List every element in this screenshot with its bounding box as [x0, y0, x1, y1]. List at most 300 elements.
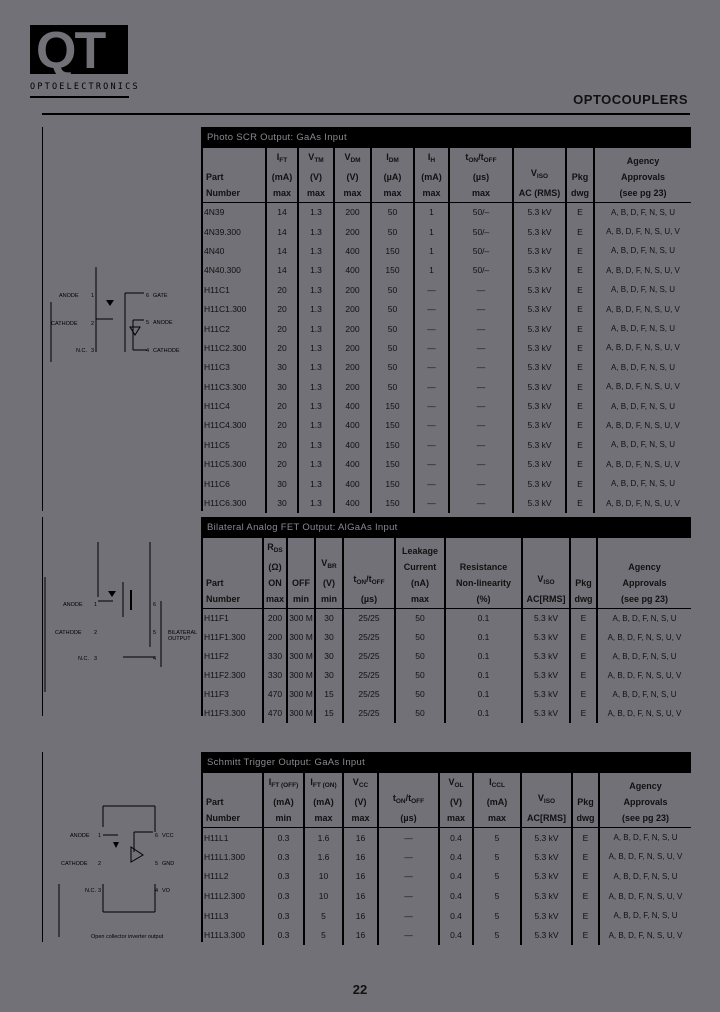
table-cell: E — [566, 416, 594, 435]
header-text: Number — [206, 594, 241, 604]
header-line — [372, 185, 413, 201]
agency-approvals: A, B, D, F, N, S, U — [597, 609, 691, 628]
header-line — [264, 794, 303, 810]
schematic-panel — [43, 752, 203, 942]
header-line — [450, 185, 512, 201]
header-line — [379, 810, 438, 826]
header-line — [206, 810, 262, 826]
table-row — [201, 222, 691, 241]
header-text: V — [537, 793, 544, 803]
pin-number: 4 — [155, 888, 159, 894]
header-text: V — [537, 574, 544, 584]
pin-number: 3 — [94, 656, 98, 662]
table-cell: 5 — [473, 828, 521, 848]
table-row — [201, 847, 691, 867]
agency-approvals: A, B, D, F, N, S, U — [594, 474, 691, 493]
table-cell: 5.3 kV — [513, 377, 566, 396]
table-cell: 5.3 kV — [513, 280, 566, 299]
section-title: Photo SCR Output: GaAs Input — [201, 127, 691, 148]
table-cell: 16 — [343, 886, 378, 906]
photo-scr-schematic — [43, 127, 201, 511]
table-cell: 50 — [395, 666, 445, 685]
header-line — [595, 153, 691, 169]
table-cell: E — [566, 396, 594, 415]
table-cell: E — [570, 666, 597, 685]
table-cell: 5 — [473, 886, 521, 906]
table-row — [201, 396, 691, 415]
column-header — [594, 148, 691, 203]
table-cell: 0.4 — [439, 886, 473, 906]
header-line — [344, 571, 394, 591]
table-cell: 1.3 — [298, 435, 334, 454]
column-header — [201, 773, 263, 828]
table-cell: 14 — [266, 203, 298, 222]
table-cell: E — [566, 319, 594, 338]
column-header — [449, 148, 513, 203]
table-cell: 470 — [263, 704, 287, 723]
table-row — [201, 474, 691, 493]
column-header — [334, 148, 371, 203]
table-row — [201, 280, 691, 299]
header-text: min — [292, 594, 309, 604]
table-cell: 5.3 kV — [522, 704, 570, 723]
table-cell: 16 — [343, 867, 378, 887]
table-cell: E — [566, 222, 594, 241]
table-cell: 1.6 — [304, 828, 343, 848]
table-cell: 50 — [395, 647, 445, 666]
table-cell: 15 — [315, 685, 343, 704]
table-cell: 50 — [371, 280, 414, 299]
table-row — [201, 886, 691, 906]
table-cell: 16 — [343, 906, 378, 926]
header-text: Part — [206, 578, 224, 588]
pin-label: GATE — [153, 293, 168, 299]
part-number: H11F2 — [204, 651, 229, 661]
part-number: H11F3 — [204, 689, 229, 699]
pin-number: 6 — [146, 293, 150, 299]
part-number: H11F3.300 — [204, 708, 246, 718]
header-text: I — [268, 777, 272, 787]
pin-label: ANODE — [153, 320, 173, 326]
column-header — [439, 773, 473, 828]
table-cell: 1.3 — [298, 299, 334, 318]
table-cell: — — [414, 338, 449, 357]
table-cell: 5.3 kV — [521, 906, 572, 926]
table-cell: 470 — [263, 685, 287, 704]
column-header — [371, 148, 414, 203]
header-line — [440, 794, 472, 810]
table-cell: — — [414, 319, 449, 338]
table-cell: 150 — [371, 455, 414, 474]
header-text: (µA) — [383, 172, 402, 182]
header-subscript: DM — [388, 157, 399, 164]
header-text: OFF — [292, 578, 310, 588]
header-text: Pkg — [575, 578, 592, 588]
column-header — [599, 773, 691, 828]
header-text: I — [310, 777, 313, 787]
table-cell: E — [566, 358, 594, 377]
column-header — [266, 148, 298, 203]
header-text: max — [343, 188, 362, 198]
header-text: dwg — [571, 188, 589, 198]
header-subscript: TM — [314, 157, 324, 164]
header-line — [567, 185, 593, 201]
table-cell: 50/– — [449, 261, 513, 280]
table-cell: 150 — [371, 435, 414, 454]
table-cell: — — [414, 299, 449, 318]
column-header — [570, 538, 597, 609]
table-cell: — — [449, 358, 513, 377]
table-row — [201, 416, 691, 435]
table-cell: 16 — [343, 847, 378, 867]
agency-approvals: A, B, D, F, N, S, U — [594, 203, 691, 222]
section-photo-scr — [42, 127, 691, 511]
table-cell: 1 — [414, 203, 449, 222]
header-text: (Ω) — [268, 562, 282, 572]
header-subscript: ISO — [543, 798, 556, 805]
header-text: (µs) — [472, 172, 490, 182]
table-cell: 200 — [334, 280, 371, 299]
table-cell: — — [449, 319, 513, 338]
table-cell: 200 — [263, 628, 287, 647]
table-cell: 200 — [334, 222, 371, 241]
table-cell: 400 — [334, 493, 371, 512]
table-cell: 400 — [334, 474, 371, 493]
header-text: (nA) — [411, 578, 429, 588]
table-cell: 20 — [266, 435, 298, 454]
header-line — [316, 591, 342, 607]
column-header — [572, 773, 599, 828]
header-line — [595, 169, 691, 185]
header-line — [514, 165, 565, 185]
schematic-panel — [43, 127, 203, 511]
header-text: dwg — [574, 594, 593, 604]
header-text: Part — [206, 172, 224, 182]
header-line — [474, 794, 520, 810]
header-text: max — [383, 188, 402, 198]
agency-approvals: A, B, D, F, N, S, U — [594, 358, 691, 377]
header-line — [598, 559, 691, 575]
company-logo — [30, 22, 149, 103]
table-cell: 5.3 kV — [521, 886, 572, 906]
table-cell: 400 — [334, 435, 371, 454]
pin-label: VCC — [162, 833, 174, 839]
header-subscript: DM — [350, 157, 361, 164]
pin-label: CATHODE — [61, 861, 88, 867]
header-text: AC[RMS] — [527, 813, 566, 823]
table-cell: 1.3 — [298, 261, 334, 280]
header-text: V — [344, 152, 351, 162]
header-line — [305, 810, 342, 826]
table-row — [201, 925, 691, 945]
header-text: (V) — [450, 797, 462, 807]
pin-label: CATHODE — [55, 630, 82, 636]
agency-approvals: A, B, D, F, N, S, U, V — [599, 925, 691, 945]
table-cell: 16 — [343, 828, 378, 848]
agency-approvals: A, B, D, F, N, S, U — [594, 396, 691, 415]
table-cell: 50 — [395, 609, 445, 628]
header-text: Number — [206, 188, 241, 198]
header-text: (see pg 23) — [620, 594, 669, 604]
header-line — [305, 794, 342, 810]
table-row — [201, 628, 691, 647]
table-cell: — — [414, 435, 449, 454]
table-cell: E — [572, 867, 599, 887]
table-cell: 5 — [473, 847, 521, 867]
part-number: H11L3.300 — [204, 930, 245, 941]
logo-mark — [30, 22, 128, 80]
header-text: AC[RMS] — [526, 594, 566, 604]
table-cell: E — [572, 925, 599, 945]
section-title: Bilateral Analog FET Output: AlGaAs Input — [201, 517, 691, 538]
table-cell: 50 — [371, 299, 414, 318]
schematic-caption: Open collector inverter output — [91, 934, 164, 940]
table-cell: E — [566, 338, 594, 357]
column-header — [263, 773, 304, 828]
agency-approvals: A, B, D, F, N, S, U, V — [594, 299, 691, 318]
header-text: max — [272, 188, 291, 198]
header-line — [379, 790, 438, 810]
agency-approvals: A, B, D, F, N, S, U — [599, 828, 691, 848]
header-text: max — [314, 813, 333, 823]
header-text: I — [386, 152, 389, 162]
table-cell: 25/25 — [343, 666, 395, 685]
table-cell: 150 — [371, 474, 414, 493]
table-cell: 200 — [334, 377, 371, 396]
header-line — [264, 810, 303, 826]
photo-scr-table — [201, 148, 691, 513]
table-cell: 400 — [334, 455, 371, 474]
part-number: 4N39 — [204, 207, 225, 218]
table-row — [201, 609, 691, 628]
table-cell: E — [566, 493, 594, 512]
pin-label: N.C. — [76, 348, 87, 354]
table-cell: 10 — [304, 886, 343, 906]
table-cell: 150 — [371, 493, 414, 512]
pin-label: CATHODE — [153, 348, 180, 354]
header-text: (µs) — [360, 594, 378, 604]
table-row — [201, 338, 691, 357]
part-number: H11C4.300 — [204, 420, 247, 431]
header-text: (mA) — [313, 797, 334, 807]
header-line — [600, 794, 691, 810]
logo-underline — [30, 96, 129, 98]
header-line — [474, 810, 520, 826]
table-cell: 25/25 — [343, 647, 395, 666]
table-cell: 50 — [371, 338, 414, 357]
table-cell: 150 — [371, 416, 414, 435]
agency-approvals: A, B, D, F, N, S, U — [594, 241, 691, 260]
table-cell: — — [449, 338, 513, 357]
header-line — [335, 149, 370, 169]
table-cell: 25/25 — [343, 628, 395, 647]
table-cell: 1.3 — [298, 319, 334, 338]
table-cell: E — [570, 628, 597, 647]
header-text: dwg — [576, 813, 595, 823]
header-text: V — [308, 152, 315, 162]
pin-label: GND — [162, 861, 175, 867]
table-cell: E — [572, 847, 599, 867]
table-cell: — — [449, 474, 513, 493]
column-header — [513, 148, 566, 203]
table-cell: 30 — [266, 493, 298, 512]
table-cell: 150 — [371, 261, 414, 280]
pin-number: 6 — [155, 833, 159, 839]
table-cell: — — [449, 396, 513, 415]
table-cell: E — [566, 261, 594, 280]
part-number: H11C2.300 — [204, 342, 247, 353]
agency-approvals: A, B, D, F, N, S, U, V — [597, 704, 691, 723]
header-line — [372, 149, 413, 169]
table-cell: 5.3 kV — [513, 299, 566, 318]
table-cell: 5.3 kV — [521, 828, 572, 848]
table-row — [201, 261, 691, 280]
table-cell: 14 — [266, 241, 298, 260]
header-line — [523, 591, 569, 607]
table-cell: — — [414, 493, 449, 512]
part-number: H11C6 — [204, 478, 230, 489]
pin-label: ANODE — [59, 293, 79, 299]
header-text: (mA) — [486, 797, 508, 807]
pin-number: 3 — [91, 348, 95, 354]
header-line — [288, 591, 314, 607]
table-cell: — — [449, 435, 513, 454]
table-cell: — — [378, 906, 439, 926]
pin-label: ANODE — [63, 602, 83, 608]
table-cell: 400 — [334, 241, 371, 260]
header-line — [305, 774, 342, 794]
agency-approvals: A, B, D, F, N, S, U, V — [599, 847, 691, 867]
agency-approvals: A, B, D, F, N, S, U — [599, 906, 691, 926]
table-cell: 5.3 kV — [513, 435, 566, 454]
table-cell: 25/25 — [343, 685, 395, 704]
header-line — [523, 571, 569, 591]
header-text: Resistance — [459, 562, 508, 572]
header-line — [344, 591, 394, 607]
header-text: I — [276, 152, 280, 162]
header-line — [415, 149, 448, 169]
table-cell: 5.3 kV — [521, 925, 572, 945]
header-text: min — [320, 594, 337, 604]
part-number: H11L1 — [204, 832, 229, 843]
header-line — [344, 810, 377, 826]
table-row — [201, 493, 691, 512]
column-header — [395, 538, 445, 609]
table-cell: 50 — [371, 203, 414, 222]
table-cell: 1.3 — [298, 222, 334, 241]
header-line — [573, 794, 598, 810]
table-cell: E — [572, 886, 599, 906]
table-cell: 0.1 — [445, 628, 522, 647]
page-number: 22 — [352, 982, 368, 997]
header-line — [600, 778, 691, 794]
table-cell: 300 M — [287, 666, 315, 685]
header-line — [264, 591, 286, 607]
table-cell: 50 — [371, 377, 414, 396]
part-number: 4N40.300 — [204, 265, 241, 276]
table-cell: 20 — [266, 338, 298, 357]
table-cell: 50 — [371, 358, 414, 377]
table-cell: E — [566, 474, 594, 493]
table-row — [201, 435, 691, 454]
table-cell: 50/– — [449, 241, 513, 260]
pin-number: 5 — [146, 320, 150, 326]
agency-approvals: A, B, D, F, N, S, U, V — [594, 416, 691, 435]
column-header — [343, 538, 395, 609]
table-cell: E — [570, 609, 597, 628]
agency-approvals: A, B, D, F, N, S, U, V — [594, 377, 691, 396]
agency-approvals: A, B, D, F, N, S, U, V — [594, 338, 691, 357]
table-cell: — — [414, 455, 449, 474]
table-cell: 25/25 — [343, 609, 395, 628]
table-cell: 0.3 — [263, 925, 304, 945]
header-subscript: FT — [279, 157, 288, 164]
header-text: Non-linearity — [455, 578, 511, 588]
header-line — [335, 185, 370, 201]
agency-approvals: A, B, D, F, N, S, U — [597, 647, 691, 666]
header-text: Pkg — [571, 172, 589, 182]
table-cell: — — [449, 377, 513, 396]
header-line — [344, 794, 377, 810]
table-cell: — — [449, 416, 513, 435]
table-cell: 5.3 kV — [513, 222, 566, 241]
table-cell: — — [378, 925, 439, 945]
table-cell: E — [566, 377, 594, 396]
header-line — [522, 810, 571, 826]
table-cell: 20 — [266, 299, 298, 318]
pin-number: 2 — [98, 861, 102, 867]
part-number: H11C1 — [204, 284, 230, 295]
header-line — [299, 169, 333, 185]
column-header — [287, 538, 315, 609]
table-cell: E — [570, 685, 597, 704]
table-row — [201, 666, 691, 685]
header-line — [598, 591, 691, 607]
header-text: (mA) — [273, 797, 294, 807]
header-line — [335, 169, 370, 185]
table-cell: 5.3 kV — [513, 338, 566, 357]
table-cell: E — [566, 280, 594, 299]
header-line — [316, 575, 342, 591]
pin-label: ANODE — [70, 833, 90, 839]
header-text: $t_{ON}/t_{OFF}$ — [465, 152, 497, 164]
header-text: Approvals — [623, 797, 668, 807]
part-number: H11C2 — [204, 323, 230, 334]
pin-number: 5 — [153, 630, 157, 636]
table-cell: — — [414, 416, 449, 435]
header-text: max — [471, 188, 490, 198]
header-text: Agency — [626, 156, 660, 166]
header-line — [567, 169, 593, 185]
table-cell: 5.3 kV — [513, 358, 566, 377]
header-text: Leakage — [401, 546, 439, 556]
header-text: Number — [206, 813, 241, 823]
table-cell: 5.3 kV — [522, 609, 570, 628]
column-header — [522, 538, 570, 609]
table-row — [201, 906, 691, 926]
header-line — [396, 559, 444, 575]
header-text: Approvals — [620, 172, 665, 182]
part-number: 4N40 — [204, 245, 225, 256]
header-subscript: CC — [358, 782, 369, 789]
header-subscript: FT (ON) — [312, 782, 337, 789]
table-cell: 16 — [343, 925, 378, 945]
table-cell: 1.3 — [298, 493, 334, 512]
table-cell: 5.3 kV — [513, 455, 566, 474]
header-line — [206, 794, 262, 810]
table-cell: 5 — [473, 925, 521, 945]
table-cell: 200 — [334, 338, 371, 357]
